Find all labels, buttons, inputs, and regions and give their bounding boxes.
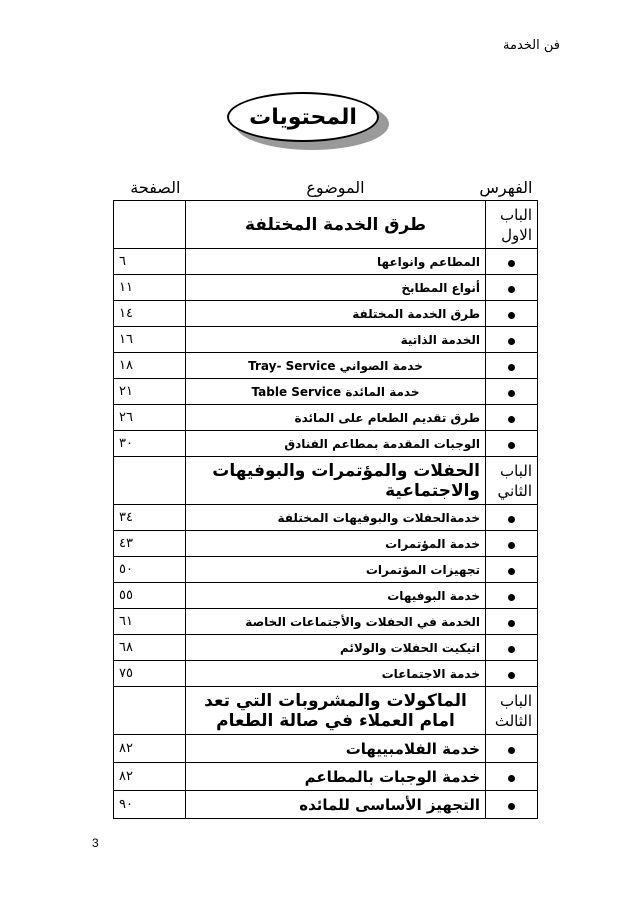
toc-topic: الخدمة الذاتية	[186, 327, 486, 353]
toc-item	[114, 379, 538, 405]
toc-page: ٥٥	[114, 583, 186, 609]
bullet-icon	[508, 594, 515, 601]
empty-page-cell	[114, 201, 186, 249]
toc-item	[114, 791, 538, 819]
toc-item	[114, 763, 538, 791]
bullet-icon	[508, 338, 515, 345]
toc-topic: اتيكيت الحفلات والولائم	[186, 635, 486, 661]
toc-table	[113, 176, 538, 819]
toc-topic: المطاعم وانواعها	[186, 249, 486, 275]
bullet-icon	[508, 672, 515, 679]
header-page: الصفحة	[130, 178, 181, 197]
toc-page: ٦٨	[114, 635, 186, 661]
toc-topic: طرق الخدمة المختلفة	[186, 301, 486, 327]
toc-item	[114, 635, 538, 661]
bullet-icon	[508, 747, 515, 754]
toc-topic: الوجبات المقدمة بمطاعم الفنادق	[186, 431, 486, 457]
bullet-icon	[508, 364, 515, 371]
toc-item	[114, 661, 538, 687]
contents-title: المحتويات	[227, 92, 379, 142]
toc-topic: الخدمة في الحفلات والأجتماعات الخاصة	[186, 609, 486, 635]
section-title: الحفلات والمؤتمرات والبوفيهات والاجتماعية	[186, 457, 486, 505]
toc-page: ٧٥	[114, 661, 186, 687]
toc-item	[114, 431, 538, 457]
toc-item	[114, 735, 538, 763]
running-header: فن الخدمة	[503, 38, 560, 53]
bullet-icon	[508, 442, 515, 449]
bullet-icon	[508, 620, 515, 627]
toc-page: ١١	[114, 275, 186, 301]
bullet-icon	[508, 390, 515, 397]
toc-item	[114, 327, 538, 353]
toc-page: ٦	[114, 249, 186, 275]
toc-page: ٣٤	[114, 505, 186, 531]
toc-page: ١٦	[114, 327, 186, 353]
toc-page: ٥٠	[114, 557, 186, 583]
toc-item	[114, 557, 538, 583]
toc-item	[114, 609, 538, 635]
toc-topic: خدمةالحفلات والبوفيهات المختلفة	[186, 505, 486, 531]
chapter-label: الباب الثالث	[486, 687, 538, 735]
toc-page: ٤٣	[114, 531, 186, 557]
toc-page: ٣٠	[114, 431, 186, 457]
empty-page-cell	[114, 687, 186, 735]
toc-item	[114, 583, 538, 609]
bullet-icon	[508, 775, 515, 782]
toc-header-row	[114, 176, 538, 201]
toc-topic: طرق تقديم الطعام على المائدة	[186, 405, 486, 431]
toc-page: ١٨	[114, 353, 186, 379]
toc-topic: التجهيز الأساسى للمائده	[186, 791, 486, 819]
bullet-icon	[508, 646, 515, 653]
toc-page: ٨٢	[114, 735, 186, 763]
chapter-label: الباب الاول	[486, 201, 538, 249]
toc-item	[114, 249, 538, 275]
header-topic: الموضوع	[306, 178, 365, 197]
bullet-icon	[508, 312, 515, 319]
bullet-icon	[508, 568, 515, 575]
chapter-label: الباب الثاني	[486, 457, 538, 505]
toc-page: ٦١	[114, 609, 186, 635]
section-title: الماكولات والمشروبات التي تعد امام العملاء في صالة الطعام	[186, 687, 486, 735]
toc-item	[114, 531, 538, 557]
toc-page: ١٤	[114, 301, 186, 327]
section-row	[114, 201, 538, 249]
section-row	[114, 687, 538, 735]
toc-topic: خدمة المؤتمرات	[186, 531, 486, 557]
toc-topic: خدمة الفلامبييهات	[186, 735, 486, 763]
empty-page-cell	[114, 457, 186, 505]
toc-topic: خدمة الصواني Tray- Service	[186, 353, 486, 379]
toc-page: ٨٢	[114, 763, 186, 791]
toc-item	[114, 353, 538, 379]
bullet-icon	[508, 542, 515, 549]
toc-topic: تجهيزات المؤتمرات	[186, 557, 486, 583]
toc-page: ٢١	[114, 379, 186, 405]
toc-topic: خدمة الاجتماعات	[186, 661, 486, 687]
toc-topic: خدمة المائدة Table Service	[186, 379, 486, 405]
toc-topic: خدمة الوجبات بالمطاعم	[186, 763, 486, 791]
bullet-icon	[508, 516, 515, 523]
toc-topic: أنواع المطابخ	[186, 275, 486, 301]
header-chapter: الفهرس	[479, 178, 533, 197]
section-row	[114, 457, 538, 505]
section-title: طرق الخدمة المختلفة	[186, 201, 486, 249]
toc-page: ٢٦	[114, 405, 186, 431]
contents-title-box	[227, 92, 389, 150]
toc-item	[114, 505, 538, 531]
toc-topic: خدمة البوفيهات	[186, 583, 486, 609]
bullet-icon	[508, 286, 515, 293]
toc-item	[114, 301, 538, 327]
page-number: 3	[92, 836, 99, 850]
bullet-icon	[508, 803, 515, 810]
bullet-icon	[508, 260, 515, 267]
toc-item	[114, 275, 538, 301]
bullet-icon	[508, 416, 515, 423]
toc-item	[114, 405, 538, 431]
toc-page: ٩٠	[114, 791, 186, 819]
